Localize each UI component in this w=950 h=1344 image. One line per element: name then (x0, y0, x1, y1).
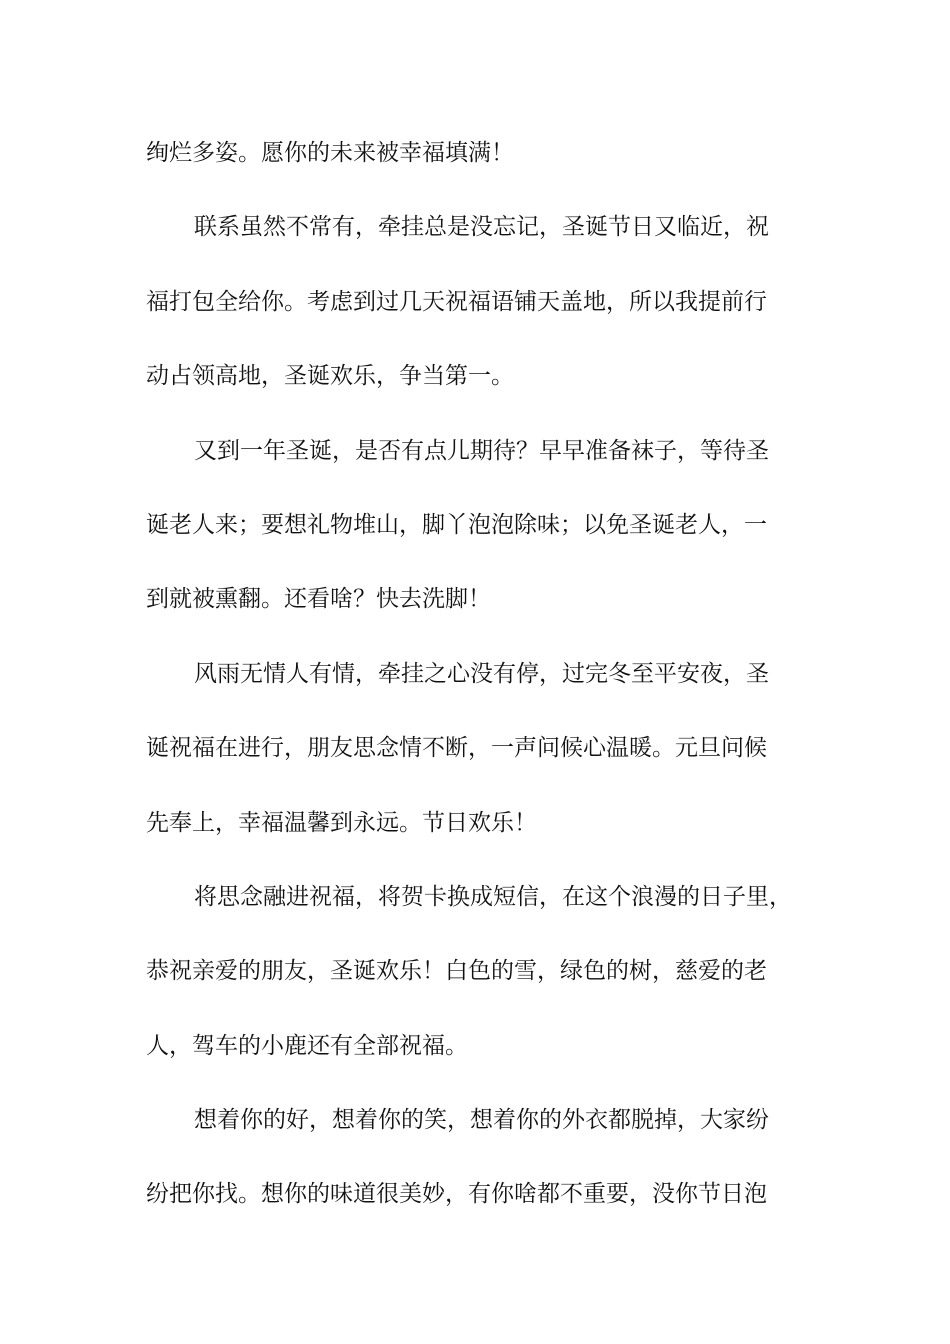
paragraph-5 (146, 872, 816, 1095)
text-line: 诞祝福在进行，朋友思念情不断，一声问候心温暖。元旦问候 (146, 735, 767, 762)
text-line: 诞老人来；要想礼物堆山，脚丫泡泡除味；以免圣诞老人，一 (146, 511, 767, 538)
text-line: 动占领高地，圣诞欢乐，争当第一。 (146, 363, 514, 390)
text-line: 到就被熏翻。还看啥？快去洗脚！ (146, 586, 491, 613)
document-body (146, 128, 816, 1244)
text-line: 联系虽然不常有，牵挂总是没忘记，圣诞节日又临近，祝 (194, 214, 769, 241)
paragraph-2 (146, 202, 816, 425)
paragraph-3 (146, 426, 816, 649)
paragraph-4 (146, 649, 816, 872)
text-line: 恭祝亲爱的朋友，圣诞欢乐！白色的雪，绿色的树，慈爱的老 (146, 958, 767, 985)
text-line: 将思念融进祝福，将贺卡换成短信，在这个浪漫的日子里， (194, 883, 792, 910)
text-line: 又到一年圣诞，是否有点儿期待？早早准备袜子，等待圣 (194, 437, 769, 464)
text-line: 福打包全给你。考虑到过几天祝福语铺天盖地，所以我提前行 (146, 288, 767, 315)
text-line: 先奉上，幸福温馨到永远。节日欢乐！ (146, 809, 537, 836)
paragraph-1 (146, 128, 816, 202)
paragraph-6 (146, 1095, 816, 1244)
text-line: 纷把你找。想你的味道很美妙，有你啥都不重要，没你节日泡 (146, 1181, 767, 1208)
text-line: 想着你的好，想着你的笑，想着你的外衣都脱掉，大家纷 (194, 1107, 769, 1134)
text-line: 绚烂多姿。愿你的未来被幸福填满！ (146, 140, 514, 166)
text-line: 人，驾车的小鹿还有全部祝福。 (146, 1032, 468, 1059)
text-line: 风雨无情人有情，牵挂之心没有停，过完冬至平安夜，圣 (194, 660, 769, 687)
